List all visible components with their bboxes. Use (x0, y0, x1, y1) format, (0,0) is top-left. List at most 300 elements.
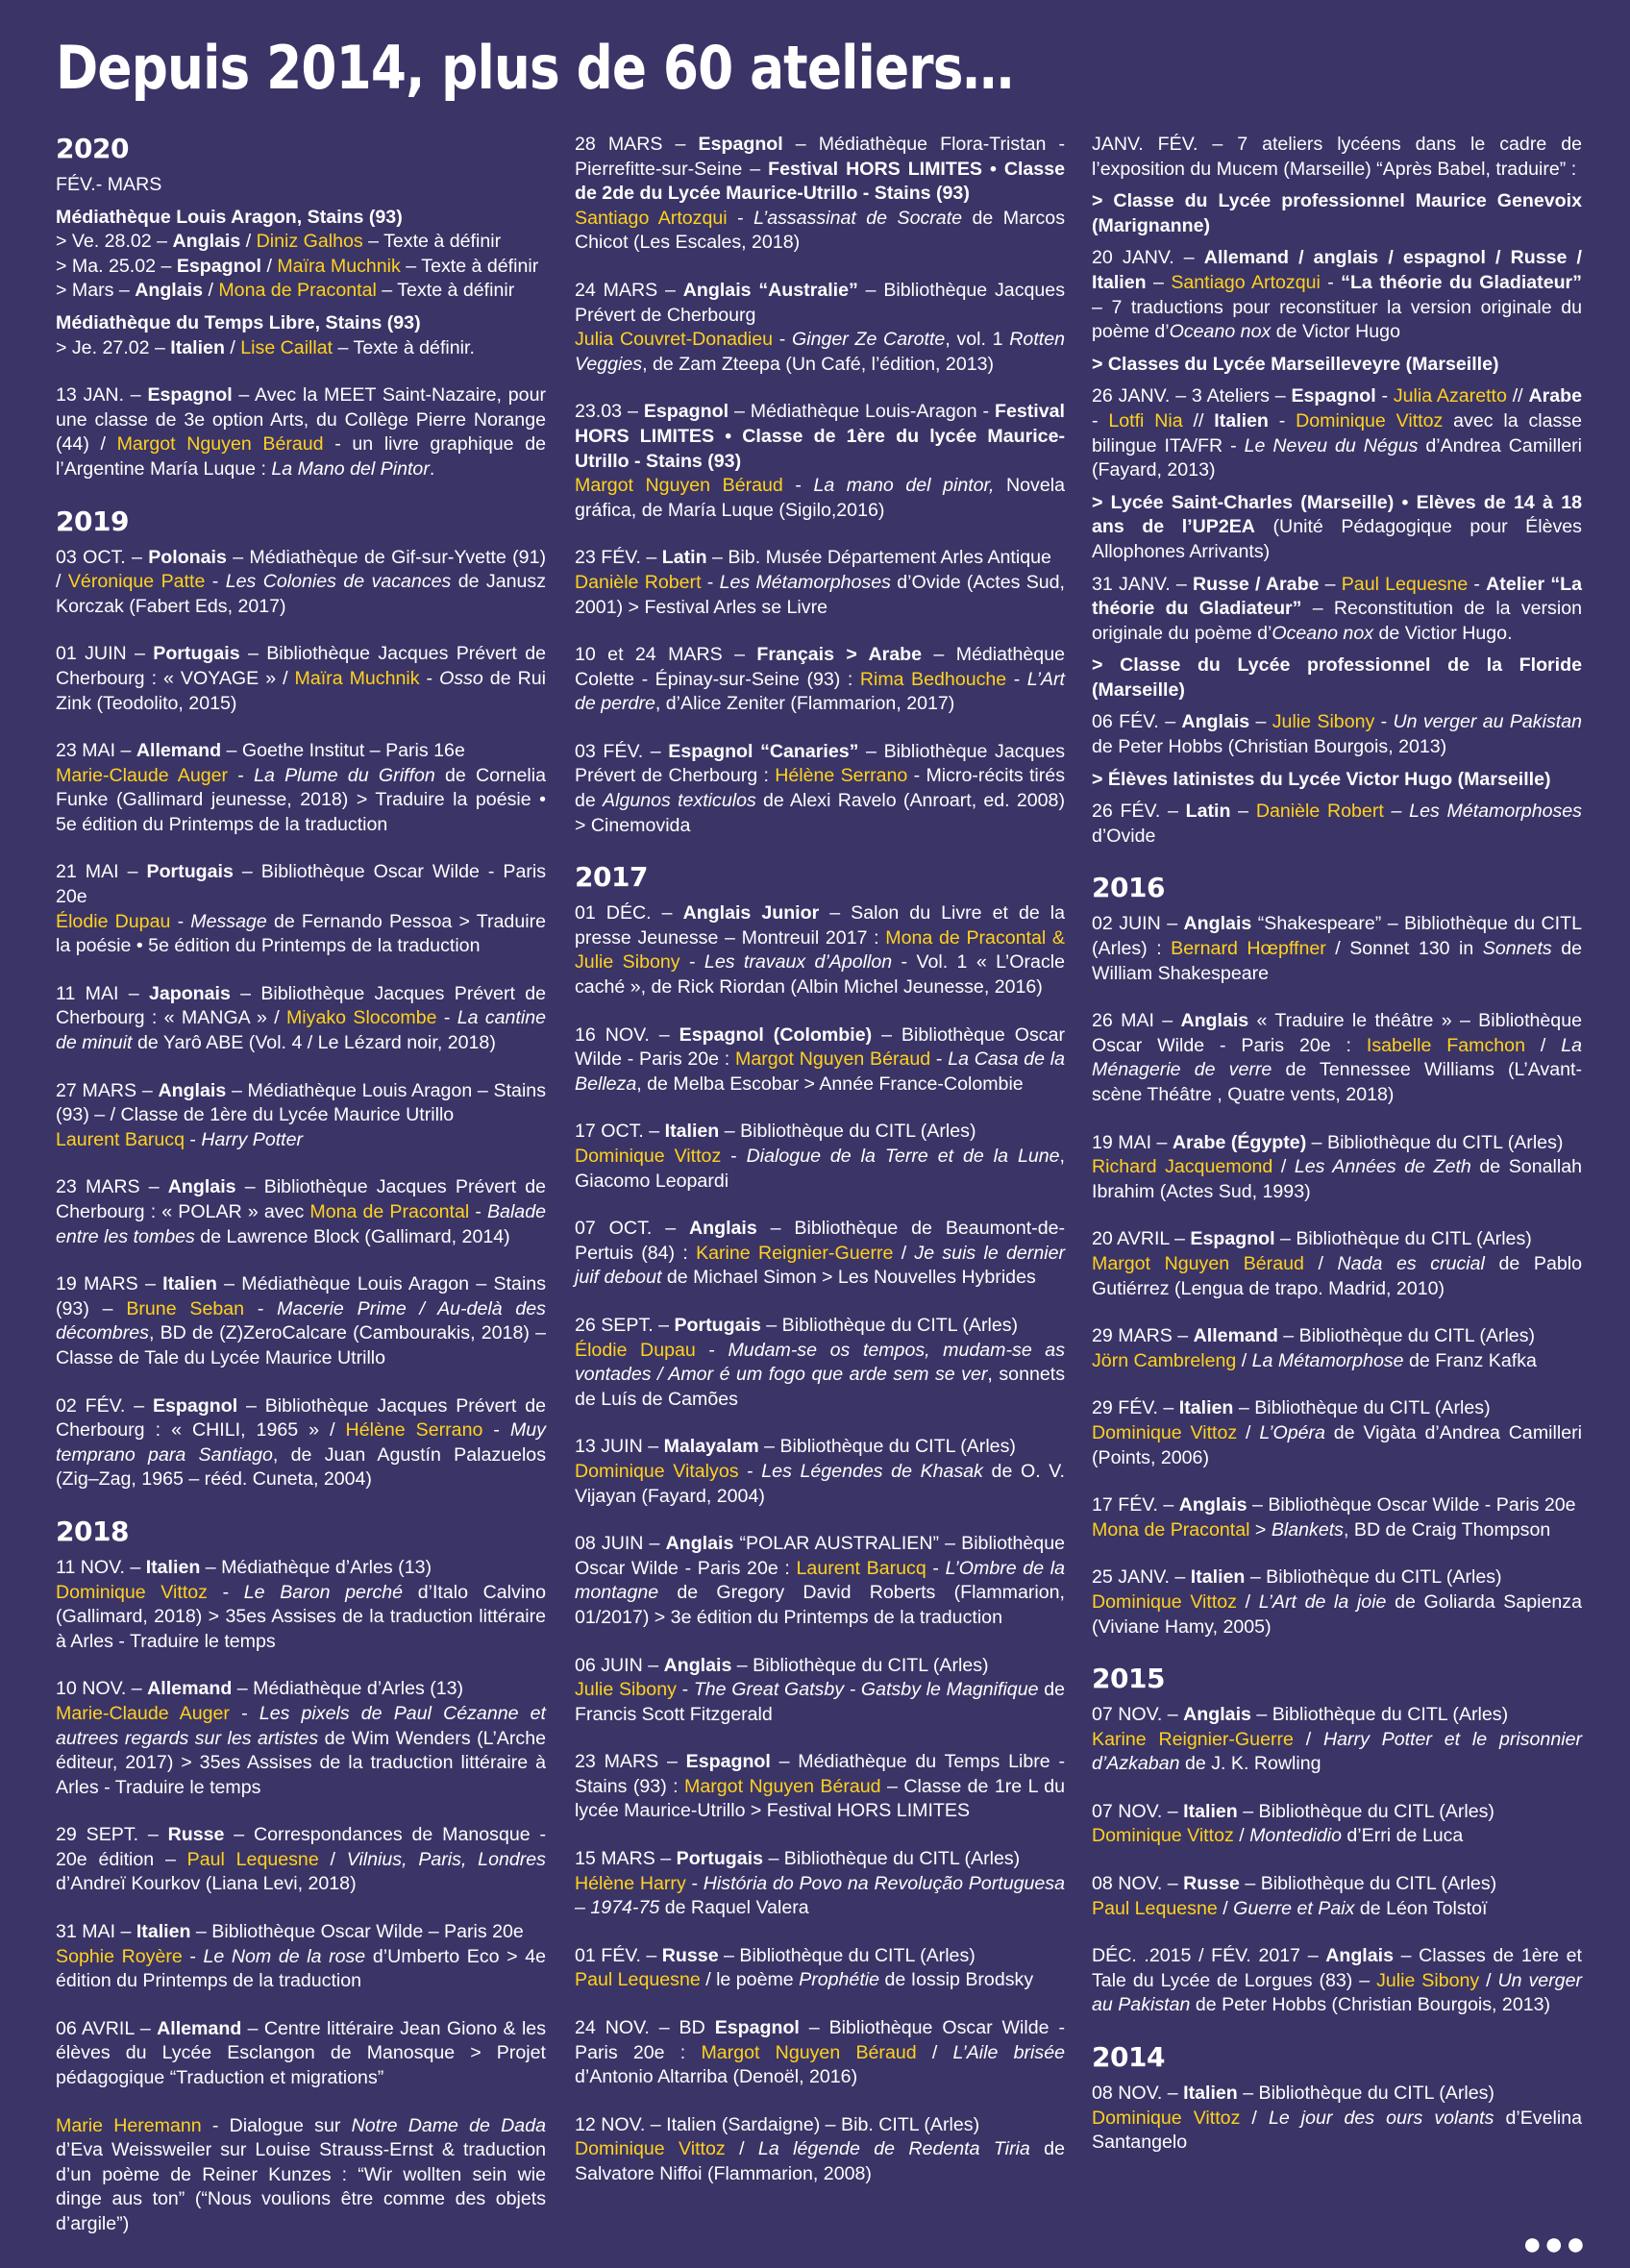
entry-text: 15 MARS – (575, 1848, 677, 1870)
entry-text: de Peter Hobbs (Christian Bourgois, 2013) (1190, 1994, 1551, 2016)
language-label: Espagnol (152, 1394, 238, 1417)
entry-text: de Salvatore Niffoi (Flammarion, 2008) (575, 2138, 1065, 2184)
year-heading: 2020 (56, 133, 129, 164)
workshop-entry (56, 1823, 546, 1897)
entry-text: 23 FÉV. – (575, 547, 662, 569)
entry-text: 03 FÉV. – (575, 740, 669, 762)
work-title: Montedidio (1249, 1825, 1342, 1847)
entry-text: 11 NOV. – (56, 1556, 146, 1578)
translator-name: Julia Couvret-Donadieu (575, 329, 774, 351)
year-heading: 2016 (1092, 872, 1165, 904)
entry-text: de Sonallah Ibrahim (Actes Sud, 1993) (1092, 1156, 1582, 1202)
work-title: Je suis le dernier juif debout (575, 1242, 1065, 1289)
workshop-entry (1092, 1493, 1582, 1542)
entry-text: - (469, 1201, 487, 1222)
translator-name: Mona de Pracontal (218, 280, 377, 302)
entry-text: 29 FÉV. – (1092, 1397, 1179, 1419)
entry-text: 07 NOV. – (1092, 1800, 1184, 1822)
language-label: Espagnol “Canaries” (668, 740, 859, 762)
entry-text: – Bibliothèque du CITL (Arles) (1233, 1397, 1491, 1419)
entry-text: , vol. 1 (945, 329, 1010, 351)
entry-text: - Micro-récits tirés de (575, 765, 1065, 812)
entry-text: de Léon Tolstoï (1354, 1897, 1488, 1919)
language-label: Festival HORS LIMITES • Classe de 2de du Lycée Maurice-Utrillo - Stains (93) (575, 158, 1066, 205)
entry-text: / (1303, 1252, 1338, 1274)
entry-text: – Médiathèque Louis-Aragon - (729, 401, 996, 423)
entry-text: de J. K. Rowling (1179, 1753, 1321, 1775)
language-label: Anglais (663, 1654, 732, 1676)
entry-text: - Dialogue sur (201, 2114, 352, 2136)
translator-name: Margot Nguyen Béraud (701, 2041, 917, 2063)
entry-text: – Goethe Institut – Paris 16e (221, 740, 465, 762)
work-title: La Ménagerie de verre (1092, 1034, 1582, 1081)
work-title: L’Art de la joie (1258, 1590, 1387, 1613)
workshop-entry (56, 311, 546, 360)
work-title: La Plume du Griffon (254, 764, 435, 786)
entry-text: 23 MARS – (56, 1176, 168, 1198)
entry-text: – Bibliothèque Oscar Wilde - Paris 20e (56, 861, 547, 908)
language-label: > Lycée Saint-Charles (Marseille) • Elèves de 14 à 18 ans de l’UP2EA (1092, 491, 1582, 538)
entry-text: 10 et 24 MARS – (575, 644, 757, 666)
entry-text: – Bibliothèque du CITL (Arles) (1250, 1704, 1509, 1726)
workshop-entry (56, 1079, 546, 1153)
entry-text: - (170, 910, 191, 932)
entry-text: – Centre littéraire Jean Giono & les élèves du Lycée Esclangon de Manosque > Projet pédagogique “Traduction et migrations” (56, 2017, 546, 2089)
translator-name: Danièle Robert (1255, 801, 1384, 823)
workshop-entry (575, 1435, 1065, 1509)
entry-text: - (419, 667, 440, 689)
entry-text: 21 MAI – (56, 861, 147, 883)
entry-text: - (1268, 409, 1297, 431)
entry-text: - (727, 207, 754, 229)
entry-text: – Bibliothèque Jacques Prévert de Cherbourg : « VOYAGE » / (56, 643, 546, 689)
entry-text: . (429, 457, 435, 480)
entry-text: - (701, 571, 720, 593)
entry-text: d’Andreï Kourkov (Liana Levi, 2018) (56, 1873, 357, 1895)
entry-text: d’Antonio Altarriba (Denoël, 2016) (575, 2066, 858, 2088)
entry-text: d’Erri de Luca (1341, 1825, 1464, 1847)
entry-text: – Médiathèque Louis Aragon – Stains (93) – (56, 1273, 547, 1319)
language-label: Russe (167, 1824, 225, 1846)
translator-name: Sophie Royère (56, 1945, 183, 1967)
language-label: Russe (661, 1944, 719, 1966)
entry-text: 13 JAN. – (56, 384, 148, 407)
translator-name: Véronique Patte (67, 571, 206, 593)
entry-text: – Bibliothèque du CITL (Arles) (1245, 1566, 1502, 1589)
language-label: Italien (1183, 2083, 1238, 2105)
entry-text: d’Andrea Camilleri (Fayard, 2013) (1092, 434, 1582, 481)
language-label: Anglais (172, 231, 241, 253)
entry-text: d’Evelina Santangelo (1092, 2107, 1582, 2154)
workshop-entry (575, 2113, 1065, 2187)
work-title: Ginger Ze Carotte (791, 329, 946, 351)
language-label: Italien (1190, 1566, 1246, 1589)
language-label: Anglais (1178, 1494, 1247, 1516)
entry-text: - (773, 329, 792, 351)
entry-text: – Bibliothèque du CITL (Arles) (763, 1848, 1021, 1870)
workshop-entry (1092, 246, 1582, 344)
entry-text: 01 DÉC. – (575, 902, 683, 924)
language-label: Anglais (665, 1533, 734, 1555)
entry-text: de Janusz Korczak (Fabert Eds, 2017) (56, 571, 547, 617)
entry-text: – Médiathèque d’Arles (13) (200, 1556, 432, 1578)
entry-text: - (182, 1945, 204, 1967)
entry-text: > Ma. 25.02 – (56, 255, 177, 277)
entry-text: – Bibliothèque du CITL (Arles) (758, 1436, 1016, 1458)
entry-text: / (916, 2041, 953, 2063)
entry-text: – (1146, 271, 1172, 293)
work-title: The Great Gatsby - Gatsby le Magnifique (693, 1679, 1039, 1701)
workshop-entry (575, 546, 1065, 620)
translator-name: Dominique Vittoz (1092, 1590, 1237, 1613)
entry-text: de Peter Hobbs (Christian Bourgois, 2013) (1092, 736, 1447, 758)
entry-text: d’Eva Weissweiler sur Louise Strauss-Ernst & traduction d’un poème de Reiner Kunzes : “Wir wollten sein wie dinge aus ton” (“Nous voulions être comme des objets d’argile”) (56, 2139, 546, 2234)
entry-text: de Yarô ABE (Vol. 4 / Le Lézard noir, 2018) (132, 1032, 496, 1054)
entry-text: – Bibliothèque Jacques Prévert de Cherbourg : « CHILI, 1965 » / (56, 1394, 546, 1442)
work-title: La mano del pintor, (813, 475, 995, 497)
translator-name: Karine Reignier-Guerre (1092, 1728, 1294, 1750)
entry-text: d’Italo Calvino (Gallimard, 2018) > 35es Assises de la traduction littéraire à Arles - Traduire le temps (56, 1581, 546, 1652)
workshop-entry (1092, 133, 1582, 182)
language-label: Espagnol (Colombie) (679, 1023, 873, 1046)
entry-text: 31 MAI – (56, 1921, 136, 1943)
workshop-entry (1092, 1565, 1582, 1639)
language-label: Atelier “La théorie du Gladiateur” (1092, 573, 1582, 620)
language-label: Portugais (146, 861, 234, 883)
page-title: Depuis 2014, plus de 60 ateliers… (56, 33, 1014, 103)
entry-text: – Bibliothèque du CITL (Arles) (718, 1944, 976, 1966)
workshop-entry (56, 982, 546, 1056)
entry-text: / (1217, 1897, 1234, 1919)
entry-text: – Classe de 1re L du lycée Maurice-Utrillo > Festival HORS LIMITES (575, 1775, 1066, 1822)
workshop-entry (56, 2114, 546, 2237)
workshop-entry (56, 1556, 546, 1654)
entry-text: 01 JUIN – (56, 643, 154, 665)
entry-text: 28 MARS – (575, 134, 699, 155)
language-label: > Classe du Lycée professionnel de la Floride (Marseille) (1092, 654, 1582, 701)
entry-text: - (229, 1702, 259, 1724)
language-label: Allemand / anglais / espagnol / Russe / Italien (1092, 247, 1582, 293)
year-heading: 2015 (1092, 1663, 1165, 1695)
translator-name: Isabelle Famchon (1366, 1034, 1525, 1056)
entry-text: - (207, 1581, 244, 1603)
workshop-entry (1092, 1396, 1582, 1470)
translator-name: Richard Jacquemond (1092, 1156, 1273, 1178)
translator-name: Mona de Pracontal & Julie Sibony (575, 926, 1065, 974)
work-title: Les Métamorphoses (719, 571, 891, 593)
entry-text: 20 AVRIL – (1092, 1228, 1191, 1250)
entry-text: – Salon du Livre et de la presse Jeunesse – Montreuil 2017 : (575, 902, 1066, 949)
translator-name: Santiago Artozqui (1171, 271, 1321, 293)
translator-name: Hélène Serrano (775, 765, 908, 787)
entry-text: - (1468, 573, 1487, 595)
entry-text: - (1374, 711, 1394, 733)
translator-name: Dominique Vittoz (1092, 1421, 1238, 1443)
language-label: Russe / Arabe (1193, 573, 1320, 595)
entry-text: - (436, 1007, 457, 1029)
entry-text: – Médiathèque d’Arles (13) (232, 1678, 464, 1700)
entry-text: – Bibliothèque Jacques Prévert de Cherbourg : « POLAR » avec (56, 1176, 546, 1222)
translator-name: Julia Azaretto (1393, 385, 1507, 407)
entry-text: 26 FÉV. – (1092, 801, 1186, 823)
work-title: Harry Potter et le prisonnier d’Azkaban (1092, 1728, 1582, 1775)
language-label: Latin (661, 547, 707, 569)
language-label: Anglais (1181, 711, 1250, 733)
work-title: Le Neveu du Négus (1244, 434, 1419, 456)
language-label: Espagnol (643, 401, 729, 423)
entry-text: , de Zam Zteepa (Un Café, l’édition, 2013) (642, 353, 995, 375)
work-title: Notre Dame de Dada (351, 2114, 546, 2136)
entry-text: 23.03 – (575, 401, 644, 423)
workshop-entry (575, 279, 1065, 377)
language-label: Polonais (148, 546, 227, 568)
entry-text: – Texte à définir (362, 231, 502, 253)
entry-text: – Bibliothèque Oscar Wilde - Paris 20e : (575, 2017, 1065, 2063)
entry-text: 06 AVRIL – (56, 2017, 158, 2039)
entry-text: – (1249, 711, 1272, 733)
entry-text: / (1233, 1825, 1250, 1847)
translator-name: Miyako Slocombe (285, 1007, 437, 1029)
entry-text: – Médiathèque Louis Aragon – Stains (93) – / Classe de 1ère du Lycée Maurice Utrillo (56, 1079, 547, 1126)
entry-text: / (1236, 1590, 1259, 1613)
entry-text: 26 MAI – (1092, 1010, 1181, 1032)
work-title: Dialogue de la Terre et de la Lune (746, 1146, 1060, 1167)
language-label: Italien (136, 1921, 191, 1943)
work-title: L’Opéra (1259, 1421, 1325, 1443)
work-title: Vilnius, Paris, Londres (346, 1848, 546, 1870)
workshop-entry (575, 1654, 1065, 1728)
entry-text: – Bibliothèque du CITL (Arles) (1237, 2083, 1494, 2105)
entry-text: 19 MARS – (56, 1273, 163, 1295)
entry-text: DÉC. .2015 / FÉV. 2017 – (1092, 1945, 1326, 1967)
entry-text: - (1320, 271, 1342, 293)
entry-text: – (1383, 801, 1410, 823)
translator-name: Dominique Vittoz (575, 1146, 722, 1167)
entry-text: / (224, 336, 241, 358)
entry-text: – Bibliothèque Jacques Prévert de Cherbourg : « MANGA » / (56, 982, 546, 1029)
entry-text: - (184, 1128, 202, 1150)
work-title: La cantine de minuit (56, 1007, 547, 1054)
language-label: Anglais (167, 1176, 236, 1198)
year-heading: 2014 (1092, 2041, 1165, 2074)
workshop-entry (56, 1677, 546, 1800)
entry-text: - un livre graphique de l’Argentine María Luque : (56, 433, 546, 480)
entry-text: 07 OCT. – (575, 1218, 689, 1240)
translator-name: Laurent Barucq (56, 1128, 185, 1150)
entry-text: / (893, 1242, 915, 1264)
work-title: Un verger au Pakistan (1092, 1969, 1583, 2016)
entry-text: , de Melba Escobar > Année France-Colombie (636, 1072, 1024, 1095)
workshop-entry (575, 2016, 1065, 2090)
workshop-entry (1092, 491, 1582, 565)
entry-text: de Iossip Brodsky (879, 1969, 1034, 1991)
language-label: Portugais (676, 1848, 764, 1870)
workshop-entry (575, 400, 1065, 523)
entry-text: – Correspondances de Manosque - 20e édition – (56, 1824, 546, 1870)
workshop-entry (575, 1023, 1065, 1097)
language-label: Italien (1178, 1397, 1234, 1419)
translator-name: Karine Reignier-Guerre (696, 1242, 894, 1264)
language-label: Festival HORS LIMITES • Classe de 1ère du lycée Maurice-Utrillo - Stains (93) (575, 401, 1065, 472)
entry-text: / (1479, 1969, 1498, 1991)
column-2 (575, 133, 1065, 2210)
entry-text: 02 JUIN – (1092, 913, 1184, 935)
translator-name: Santiago Artozqui (575, 207, 728, 229)
translator-name: Lise Caillat (240, 336, 333, 358)
entry-text: 19 MAI – (1092, 1131, 1173, 1153)
workshop-entry (1092, 1944, 1582, 2018)
entry-text: / (1236, 1349, 1252, 1371)
language-label: Portugais (153, 643, 240, 665)
entry-text: de Franz Kafka (1403, 1349, 1537, 1371)
entry-text: // (1182, 409, 1215, 431)
work-title: L’Ombre de la montagne (575, 1557, 1066, 1604)
entry-text: 27 MARS – (56, 1079, 159, 1101)
entry-text: - (205, 571, 226, 593)
entry-text: de Vigàta d’Andrea Camilleri (Points, 2006) (1092, 1421, 1582, 1468)
language-label: Allemand (147, 1678, 233, 1700)
year-heading: 2018 (56, 1515, 129, 1547)
language-label: Italien (1214, 409, 1269, 431)
workshop-entry (575, 1217, 1065, 1291)
translator-name: Paul Lequesne (1092, 1897, 1218, 1919)
entry-text: – Bibliothèque du CITL (Arles) (1306, 1131, 1564, 1153)
entry-text: de Michael Simon > Les Nouvelles Hybrides (661, 1267, 1036, 1289)
entry-text: de Wim Wenders (L’Arche éditeur, 2017) > 35es Assises de la traduction littéraire à Arles - Traduire le temps (56, 1727, 546, 1798)
translator-name: Bernard Hœpffner (1171, 938, 1326, 960)
entry-text: de Rui Zink (Teodolito, 2015) (56, 667, 546, 714)
entry-text: / (725, 2138, 758, 2160)
entry-text: / (318, 1848, 347, 1870)
language-label: Espagnol (1190, 1228, 1275, 1250)
language-label: Espagnol (1291, 385, 1376, 407)
translator-name: Diniz Galhos (256, 231, 363, 253)
entry-text: – Bibliothèque du CITL (Arles) (1237, 1800, 1494, 1822)
language-label: Espagnol (685, 1751, 771, 1773)
entry-text: , BD de (Z)ZeroCalcare (Cambourakis, 2018) – Classe de Tale du Lycée Maurice Utrillo (56, 1322, 546, 1368)
entry-text: 31 JANV. – (1092, 573, 1193, 595)
entry-text: d’Ovide (Actes Sud, 2001) > Festival Arles se Livre (575, 571, 1065, 618)
entry-text: , de Juan Agustín Palazuelos (Zig–Zag, 1965 – rééd. Cuneta, 2004) (56, 1443, 546, 1491)
entry-text: – Bibliothèque Jacques Prévert de Cherbourg : (575, 740, 1066, 787)
entry-text: – Médiathèque du Temps Libre - Stains (93) : (575, 1751, 1065, 1797)
entry-text: 08 JUIN – (575, 1533, 666, 1555)
work-title: Les Légendes de Khasak (761, 1460, 983, 1482)
entry-text: - (1092, 409, 1109, 431)
entry-text: – Bibliothèque du CITL (Arles) (731, 1654, 989, 1676)
entry-text: – (1230, 801, 1256, 823)
entry-text: - (679, 951, 704, 974)
entry-text: - (930, 1048, 949, 1071)
entry-text: de William Shakespeare (1092, 938, 1582, 984)
language-label: Médiathèque du Temps Libre, Stains (93) (56, 311, 421, 333)
entry-text: , d’Alice Zeniter (Flammarion, 2017) (654, 693, 955, 715)
workshop-entry (1092, 1131, 1582, 1205)
work-title: Les Colonies de vacances (225, 571, 452, 593)
entry-text: 07 NOV. – (1092, 1704, 1184, 1726)
entry-text: de Gregory David Roberts (Flammarion, 01/2017) > 3e édition du Printemps de la traduction (575, 1582, 1065, 1628)
entry-text: 08 NOV. – (1092, 2083, 1184, 2105)
language-label: Espagnol (176, 255, 261, 277)
workshop-entry (56, 739, 546, 837)
entry-text: - (1006, 668, 1027, 690)
entry-text: 16 NOV. – (575, 1023, 679, 1046)
entry-text: - (244, 1297, 278, 1319)
entry-text: , BD de Craig Thompson (1343, 1518, 1551, 1541)
entry-text: de Alexi Ravelo (Anroart, ed. 2008) > Cinemovida (575, 790, 1065, 836)
translator-name: Danièle Robert (575, 571, 702, 593)
work-title: Blankets (1271, 1518, 1344, 1541)
translator-name: Élodie Dupau (56, 910, 171, 932)
translator-name: Margot Nguyen Béraud (575, 475, 783, 497)
workshop-entry (1092, 1009, 1582, 1107)
language-label: Anglais (158, 1079, 227, 1101)
entry-text: de Goliarda Sapienza (Viviane Hamy, 2005) (1092, 1590, 1582, 1638)
translator-name: Maïra Muchnik (277, 255, 401, 277)
language-label: Japonais (148, 982, 231, 1004)
entry-text: – Médiathèque Colette - Épinay-sur-Seine (93) : (575, 644, 1065, 690)
workshop-entry (575, 1750, 1065, 1824)
column-3 (1092, 133, 1582, 2179)
workshop-entry (56, 383, 546, 481)
entry-text: / (1240, 2107, 1269, 2129)
entry-text: – Bibliothèque de Beaumont-de-Pertuis (84) : (575, 1218, 1066, 1264)
entry-text: – Bibliothèque du CITL (Arles) (760, 1314, 1019, 1336)
language-label: Malayalam (663, 1436, 759, 1458)
translator-name: Julie Sibony (1272, 711, 1375, 733)
entry-text: / (1272, 1156, 1295, 1178)
workshop-entry (56, 1394, 546, 1492)
entry-text: 11 MAI – (56, 982, 149, 1004)
entry-text: - (738, 1460, 762, 1482)
workshop-entry (575, 1847, 1065, 1921)
work-title: Le Baron perché (243, 1581, 404, 1603)
workshop-entry (575, 1314, 1065, 1412)
entry-text: / Sonnet 130 in (1325, 938, 1483, 960)
translator-name: Laurent Barucq (796, 1557, 926, 1579)
translator-name: Lotfi Nia (1108, 409, 1183, 431)
entry-text: – Texte à définir. (333, 336, 475, 358)
work-title: Sonnets (1482, 938, 1552, 960)
translator-name: Dominique Vittoz (1092, 1825, 1234, 1847)
translator-name: Marie-Claude Auger (56, 1702, 230, 1724)
workshop-entry (56, 546, 546, 620)
language-label: > Classe du Lycée professionnel Maurice Genevoix (Marignanne) (1092, 190, 1582, 236)
language-label: Italien (1183, 1800, 1238, 1822)
workshop-entry (56, 1920, 546, 1994)
language-label: Italien (145, 1556, 201, 1578)
work-title: La Métamorphose (1251, 1349, 1404, 1371)
workshop-entry (1092, 1800, 1582, 1849)
entry-text: / (1237, 1421, 1260, 1443)
entry-text: FÉV.- MARS (56, 174, 162, 195)
work-title: Un verger au Pakistan (1393, 711, 1582, 733)
entry-text: « Traduire le théâtre » – Bibliothèque Oscar Wilde - Paris 20e : (1092, 1010, 1583, 1056)
entry-text: > Ve. 28.02 – (56, 231, 173, 253)
language-label: Anglais (1325, 1945, 1394, 1967)
entry-text: – Bibliothèque Oscar Wilde – Paris 20e (190, 1921, 524, 1943)
entry-text: / (203, 280, 219, 302)
entry-text: de O. V. Vijayan (Fayard, 2004) (575, 1460, 1065, 1507)
work-title: Les Années de Zeth (1294, 1156, 1471, 1178)
entry-text: > Mars – (56, 280, 136, 302)
column-1 (56, 133, 546, 2260)
entry-text: de Pablo Gutiérrez (Lengua de trapo. Madrid, 2010) (1092, 1252, 1583, 1299)
entry-text: , Giacomo Leopardi (575, 1146, 1065, 1192)
work-title: Les Métamorphoses (1409, 801, 1582, 823)
entry-text: / (1293, 1728, 1323, 1750)
workshop-entry (1092, 1872, 1582, 1921)
